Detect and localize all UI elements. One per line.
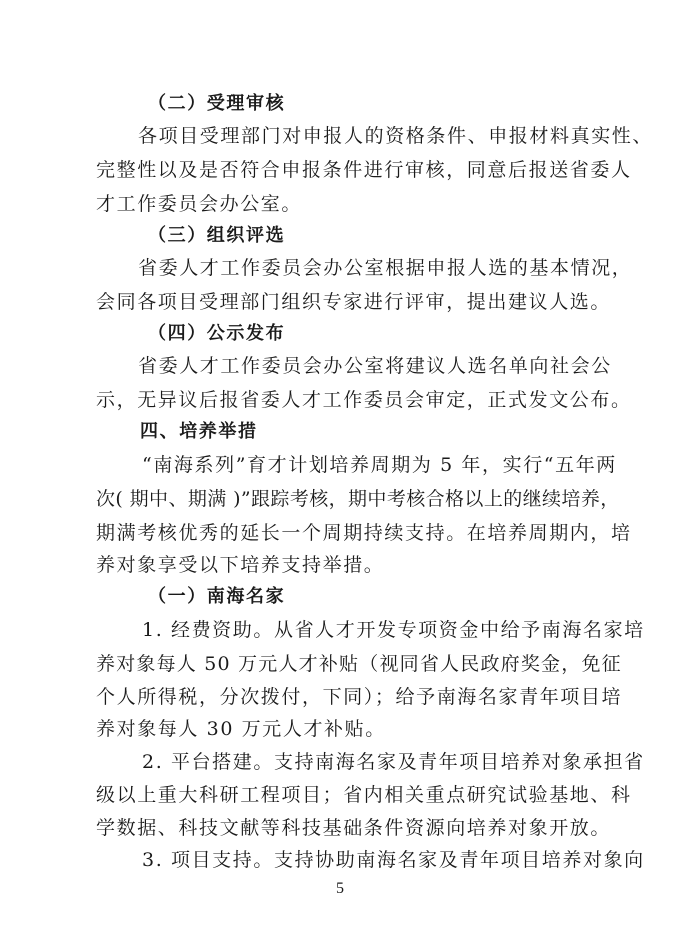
paragraph-line: 期满考核优秀的延长一个周期持续支持。在培养周期内，培 [96, 522, 632, 544]
paragraph-line: 会同各项目受理部门组织专家进行评审，提出建议人选。 [96, 291, 612, 313]
heading-public-announcement: （四）公示发布 [148, 323, 286, 344]
page-number: 5 [336, 880, 344, 897]
paragraph-line: 才工作委员会办公室。 [96, 193, 303, 215]
paragraph-line: 养对象享受以下培养支持举措。 [96, 554, 385, 576]
heading-organize-selection: （三）组织评选 [148, 225, 286, 246]
paragraph-line: 学数据、科技文献等科技基础条件资源向培养对象开放。 [96, 817, 612, 839]
paragraph-line: 个人所得税，分次拨付，下同）；给予南海名家青年项目培 [96, 686, 623, 708]
paragraph-line: 完整性以及是否符合申报条件进行审核，同意后报送省委人 [96, 159, 632, 181]
paragraph-line: 级以上重大科研工程项目；省内相关重点研究试验基地、科 [96, 784, 632, 806]
paragraph-line: 省委人才工作委员会办公室将建议人选名单向社会公 [138, 355, 612, 377]
paragraph-line: 养对象每人 50 万元人才补贴（视同省人民政府奖金，免征 [96, 653, 622, 675]
heading-acceptance-review: （二）受理审核 [148, 93, 286, 114]
heading-training-measures: 四、培养举措 [140, 421, 258, 442]
paragraph-line: “南海系列”育才计划培养周期为 5 年，实行“五年两 [142, 454, 617, 476]
paragraph-line: 3. 项目支持。支持协助南海名家及青年项目培养对象向 [142, 849, 645, 871]
paragraph-line: 各项目受理部门对申报人的资格条件、申报材料真实性、 [138, 125, 654, 147]
paragraph-line: 养对象每人 30 万元人才补贴。 [96, 718, 386, 740]
heading-nanhai-masters: （一）南海名家 [148, 586, 286, 607]
paragraph-line: 示，无异议后报省委人才工作委员会审定，正式发文公布。 [96, 389, 632, 411]
paragraph-line: 1. 经费资助。从省人才开发专项资金中给予南海名家培 [142, 619, 645, 641]
paragraph-line: 次( 期中、期满 )”跟踪考核，期中考核合格以上的继续培养， [96, 488, 620, 510]
paragraph-line: 2. 平台搭建。支持南海名家及青年项目培养对象承担省 [142, 751, 645, 773]
paragraph-line: 省委人才工作委员会办公室根据申报人选的基本情况， [138, 257, 633, 279]
